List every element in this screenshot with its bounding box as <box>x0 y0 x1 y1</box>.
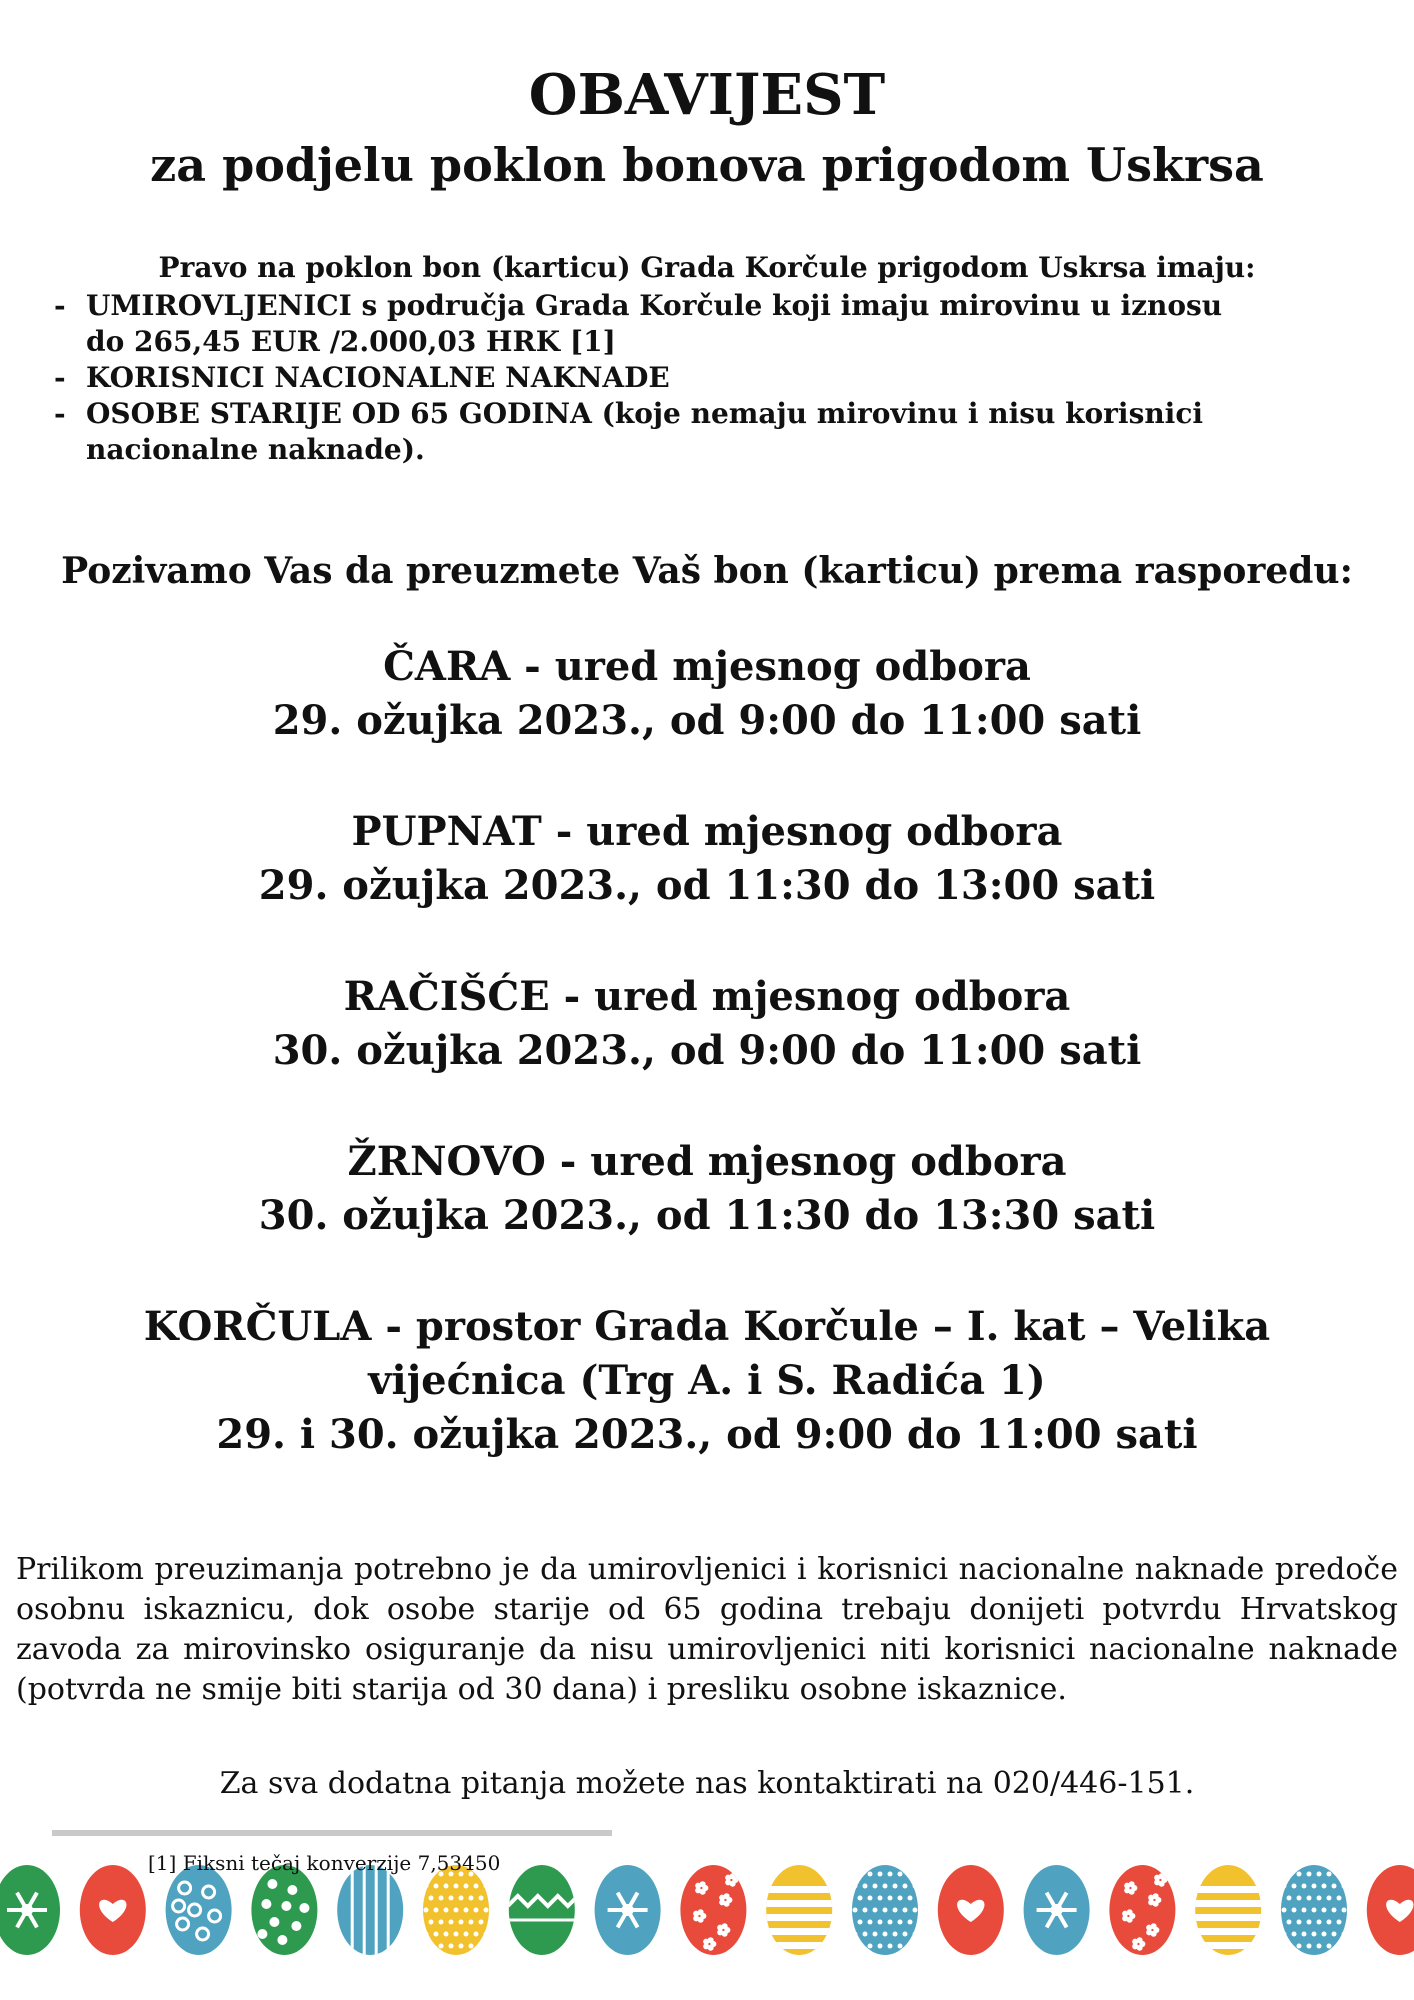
schedule-place: RAČIŠĆE - ured mjesnog odbora <box>343 973 1071 1020</box>
list-bullet: - <box>54 361 66 394</box>
easter-egg <box>423 1865 494 1955</box>
footnote-divider <box>52 1830 612 1836</box>
schedule-entry-pupnat <box>60 805 1354 913</box>
list-bullet: - <box>54 289 66 322</box>
notice-subtitle: za podjelu poklon bonova prigodom Uskrsa <box>150 138 1264 192</box>
egg-shell <box>1195 1865 1261 1955</box>
easter-egg <box>80 1865 146 1955</box>
schedule-intro: Pozivamo Vas da preuzmete Vaš bon (karticu) prema rasporedu: <box>61 550 1353 592</box>
easter-egg <box>680 1865 746 1955</box>
eligibility-item <box>54 396 1374 468</box>
easter-egg <box>595 1865 661 1955</box>
eligibility-item-text: do 265,45 EUR /2.000,03 HRK [1] <box>86 325 616 358</box>
easter-egg <box>1109 1865 1175 1955</box>
footnote: [1] Fiksni tečaj konverzije 7,53450 <box>148 1851 501 1875</box>
schedule-time: 29. ožujka 2023., od 11:30 do 13:00 sati <box>258 862 1156 909</box>
eligibility-intro: Pravo na poklon bon (karticu) Grada Korčule prigodom Uskrsa imaju: <box>158 251 1256 284</box>
schedule-time: 29. i 30. ožujka 2023., od 9:00 do 11:00 sati <box>216 1411 1198 1458</box>
egg-shell <box>766 1865 832 1955</box>
easter-egg <box>759 1865 839 1955</box>
contact-info: Za sva dodatna pitanja možete nas kontaktirati na 020/446-151. <box>219 1766 1195 1801</box>
requirements-note: Prilikom preuzimanja potrebno je da umirovljenici i korisnici nacionalne naknade predoče osobnu iskaznicu, dok osobe starije od 65 godina trebaju donijeti potvrdu Hrvatskog zavoda za mirovinsko osiguranje da nisu umirovljenici niti korisnici nacionalne naknade (potvrda ne smije biti starija od 30 dana) i presliku osobne iskaznice. <box>16 1552 1398 1707</box>
schedule-place-cont: vijećnica (Trg A. i S. Radića 1) <box>368 1357 1046 1404</box>
eligibility-item-text: KORISNICI NACIONALNE NAKNADE <box>86 361 670 394</box>
eligibility-item-text: nacionalne naknade). <box>86 433 425 466</box>
schedule-time: 30. ožujka 2023., od 9:00 do 11:00 sati <box>272 1027 1142 1074</box>
eligibility-item-text: UMIROVLJENICI s područja Grada Korčule koji imaju mirovinu u iznosu <box>86 289 1223 322</box>
eligibility-list <box>54 288 1374 468</box>
schedule-entry-zrnovo <box>60 1135 1354 1243</box>
schedule-place: KORČULA - prostor Grada Korčule – I. kat – Velika <box>143 1303 1271 1350</box>
eligibility-item-text: OSOBE STARIJE OD 65 GODINA (koje nemaju mirovinu i nisu korisnici <box>86 397 1204 430</box>
easter-egg <box>852 1865 923 1955</box>
list-bullet: - <box>54 397 66 430</box>
easter-egg <box>938 1865 1004 1955</box>
schedule-place: ŽRNOVO - ured mjesnog odbora <box>347 1138 1067 1185</box>
schedule-entry-korcula <box>60 1300 1354 1462</box>
eligibility-item <box>54 288 1374 360</box>
notice-title: OBAVIJEST <box>528 62 886 128</box>
schedule-place: ČARA - ured mjesnog odbora <box>383 643 1031 690</box>
easter-egg <box>1188 1865 1268 1955</box>
easter-egg <box>166 1865 232 1955</box>
easter-egg <box>1281 1865 1352 1955</box>
easter-egg <box>1024 1865 1090 1955</box>
schedule-time: 30. ožujka 2023., od 11:30 do 13:30 sati <box>258 1192 1156 1239</box>
easter-egg <box>1367 1865 1414 1955</box>
schedule-entry-racisce <box>60 970 1354 1078</box>
easter-egg <box>251 1865 317 1955</box>
easter-egg <box>0 1865 60 1955</box>
egg-shell <box>509 1865 575 1955</box>
egg-shell <box>337 1865 403 1955</box>
schedule-place: PUPNAT - ured mjesnog odbora <box>351 808 1063 855</box>
schedule-entry-cara <box>60 640 1354 748</box>
easter-egg <box>508 1865 578 1955</box>
eligibility-item <box>54 360 1374 396</box>
schedule-time: 29. ožujka 2023., od 9:00 do 11:00 sati <box>272 697 1142 744</box>
